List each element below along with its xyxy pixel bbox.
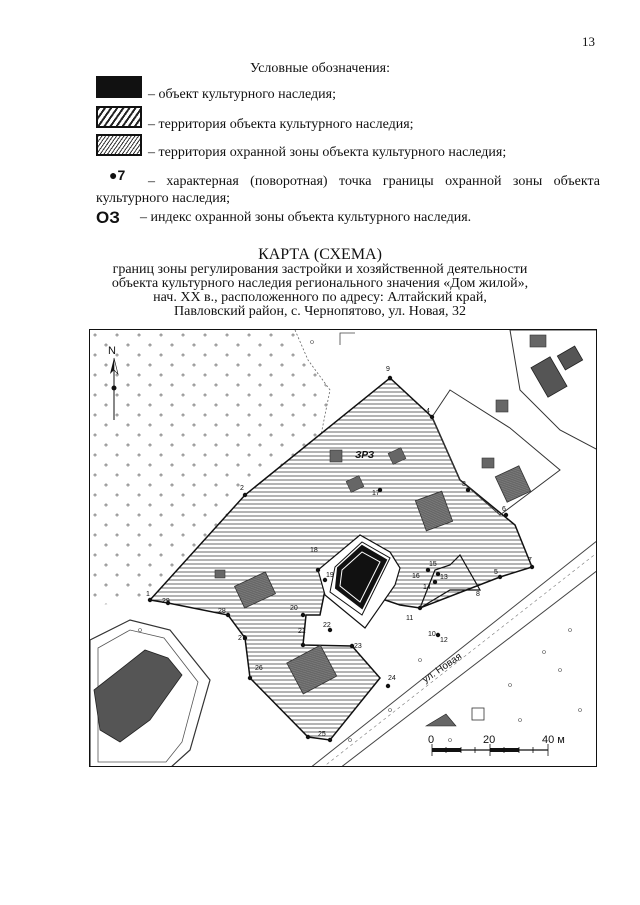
scale-label: 20	[483, 734, 496, 746]
street-label: ул. Новая	[420, 651, 465, 686]
building-small	[496, 400, 508, 412]
legend-swatch-protection-zone	[96, 134, 142, 156]
point-label: 27	[238, 635, 246, 642]
north-label: N	[108, 345, 116, 357]
point-label: 14	[423, 584, 431, 591]
scale-label: 40 м	[542, 734, 565, 746]
map-subtitle-line: границ зоны регулирования застройки и хозяйственной деятельности	[112, 262, 528, 277]
legend-label-heritage-territory: – территория объекта культурного наследия;	[148, 117, 414, 132]
building-dark	[557, 346, 582, 370]
legend-swatch-heritage-territory	[96, 106, 142, 128]
lot-fragment	[340, 333, 355, 345]
point-label: 1	[146, 591, 150, 598]
point-label: 3	[462, 481, 466, 488]
building-gray	[495, 466, 530, 502]
legend-label-protection-zone: – территория охранной зоны объекта культурного наследия;	[148, 145, 507, 160]
point-label: 18	[310, 547, 318, 554]
point-label: 15	[429, 561, 437, 568]
point-label: 28	[218, 608, 226, 615]
legend-label-turning-point-cont: культурного наследия;	[96, 191, 231, 206]
building-small	[215, 570, 225, 578]
point-label: 11	[406, 615, 414, 622]
map-subtitle-line: Павловский район, с. Чернопятово, ул. Новая, 32	[174, 304, 466, 319]
point-label: 25	[318, 731, 326, 738]
point-label: 26	[255, 665, 263, 672]
map-title: КАРТА (СХЕМА)	[258, 246, 382, 263]
building-small	[330, 450, 342, 462]
lot-marker	[472, 708, 484, 720]
point-label: 21	[298, 628, 306, 635]
map-subtitle-line: объекта культурного наследия регионального значения «Дом жилой»,	[111, 276, 529, 291]
building-small	[482, 458, 494, 468]
legend-title: Условные обозначения:	[249, 61, 391, 76]
point-label: 6	[502, 506, 506, 513]
legend-label-zone-index: – индекс охранной зоны объекта культурного наследия.	[140, 210, 472, 225]
map-subtitle-line: нач. XX в., расположенного по адресу: Алтайский край,	[153, 290, 487, 305]
point-label: 12	[440, 637, 448, 644]
point-label: 7	[528, 557, 532, 564]
legend-zone-index-symbol: ОЗ	[96, 208, 120, 227]
point-label: 22	[323, 622, 331, 629]
zone-index-label: ЗРЗ	[355, 450, 375, 461]
map-canvas	[90, 330, 597, 767]
legend-swatch-heritage-object	[96, 76, 142, 98]
point-label: 9	[386, 366, 390, 373]
map-frame	[89, 329, 597, 767]
point-label: 5	[494, 569, 498, 576]
point-label: 17	[372, 490, 380, 497]
point-label: 24	[388, 675, 396, 682]
building-triangle	[426, 714, 456, 726]
legend-label-turning-point: – характерная (поворотная) точка границы охранной зоны объекта	[148, 174, 600, 189]
point-label: 13	[440, 574, 448, 581]
legend-label-heritage-object: – объект культурного наследия;	[148, 87, 336, 102]
point-label: 20	[290, 605, 298, 612]
building-small	[530, 335, 546, 347]
point-label: 19	[326, 572, 334, 579]
point-label: 4	[426, 408, 430, 415]
legend-point-symbol: ●7	[109, 167, 126, 183]
point-label: 8	[476, 591, 480, 598]
point-label: 29	[162, 598, 170, 605]
scale-label: 0	[428, 734, 435, 746]
point-label: 10	[428, 631, 436, 638]
point-label: 16	[412, 573, 420, 580]
point-label: 2	[240, 485, 244, 492]
neighbor-building	[94, 650, 182, 742]
point-label: 23	[354, 643, 362, 650]
page-number: 13	[582, 34, 595, 49]
scale-bar	[428, 734, 565, 756]
